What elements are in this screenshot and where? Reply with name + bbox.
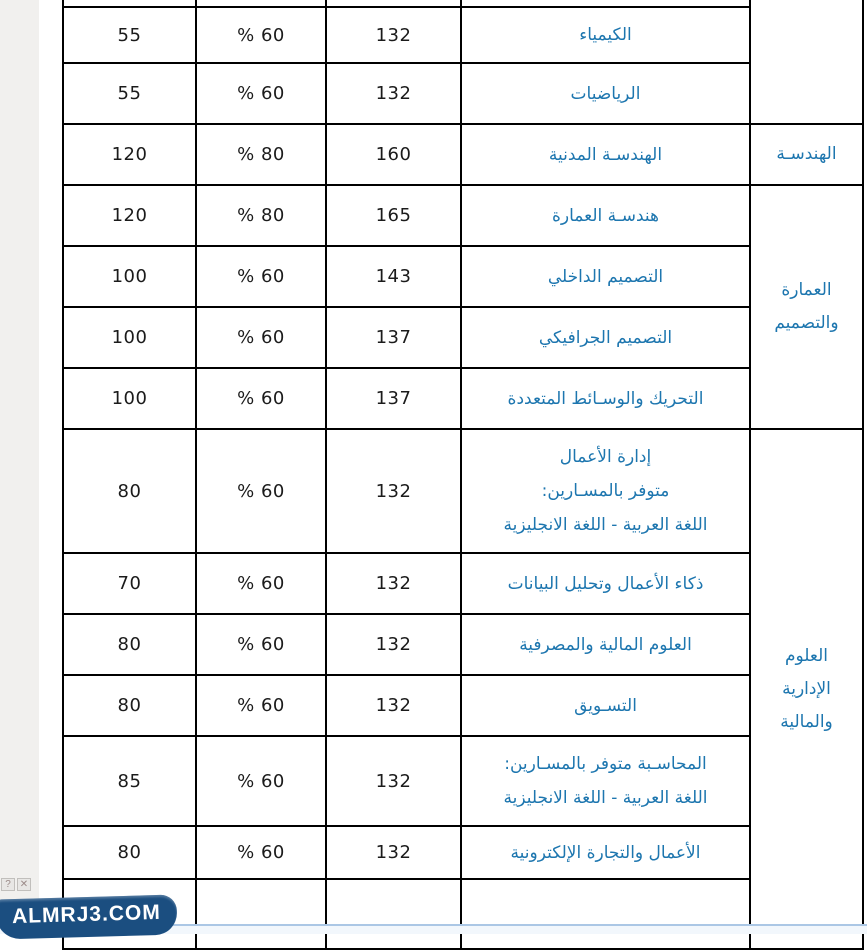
major-name-line: إدارة الأعمال xyxy=(559,447,652,467)
percent-cell: % 60 xyxy=(196,826,326,879)
category-label-line: العلوم xyxy=(784,645,829,666)
major-cell xyxy=(461,675,750,736)
category-label-line: الإدارية xyxy=(782,678,831,699)
table-row xyxy=(63,124,863,185)
score-cell: 160 xyxy=(326,124,461,185)
percent-cell: % 60 xyxy=(196,246,326,307)
table-row xyxy=(63,7,863,63)
score-cell: 143 xyxy=(326,246,461,307)
percent-cell: % 60 xyxy=(196,553,326,614)
capacity-cell: 85 xyxy=(63,736,196,826)
table-row xyxy=(63,368,863,429)
major-name-line: التصميم الداخلي xyxy=(547,266,664,287)
major-name-line: الهندسـة المدنية xyxy=(548,144,663,165)
score-cell: 165 xyxy=(326,185,461,246)
table-row xyxy=(63,63,863,124)
score-cell: 132 xyxy=(326,553,461,614)
major-name-line: ذكاء الأعمال وتحليل البيانات xyxy=(507,573,704,594)
major-name-line: الأعمال والتجارة الإلكترونية xyxy=(510,842,701,863)
major-cell xyxy=(461,368,750,429)
table-row xyxy=(63,307,863,368)
major-name-line: التصميم الجرافيكي xyxy=(538,327,673,348)
score-cell: 132 xyxy=(326,7,461,63)
major-name-line: متوفر بالمسـارين: xyxy=(541,481,670,501)
capacity-cell: 120 xyxy=(63,185,196,246)
capacity-cell: 55 xyxy=(63,7,196,63)
capacity-cell: 55 xyxy=(63,63,196,124)
major-name-line: اللغة العربية - اللغة الانجليزية xyxy=(503,515,708,535)
major-cell xyxy=(461,185,750,246)
ad-close-button[interactable]: ✕ xyxy=(17,878,31,891)
major-name-line: اللغة العربية - اللغة الانجليزية xyxy=(503,788,708,808)
major-cell xyxy=(461,614,750,675)
score-cell: 132 xyxy=(326,736,461,826)
percent-cell: % 60 xyxy=(196,736,326,826)
percent-cell: % 60 xyxy=(196,63,326,124)
score-cell: 137 xyxy=(326,307,461,368)
capacity-cell: 70 xyxy=(63,553,196,614)
table-row xyxy=(63,614,863,675)
major-cell xyxy=(461,246,750,307)
almrj3-watermark-badge[interactable] xyxy=(0,894,178,939)
percent-cell: % 60 xyxy=(196,7,326,63)
score-cell xyxy=(326,0,461,7)
score-cell: 132 xyxy=(326,675,461,736)
major-cell xyxy=(461,553,750,614)
percent-cell: % 60 xyxy=(196,614,326,675)
ad-controls xyxy=(1,878,31,891)
score-cell: 132 xyxy=(326,614,461,675)
category-cell xyxy=(750,429,863,949)
capacity-cell: 100 xyxy=(63,368,196,429)
major-name-line: التسـويق xyxy=(574,695,637,716)
major-cell xyxy=(461,7,750,63)
table-row xyxy=(63,429,863,553)
major-cell xyxy=(461,63,750,124)
percent-cell: % 60 xyxy=(196,429,326,553)
major-cell xyxy=(461,124,750,185)
capacity-cell: 80 xyxy=(63,614,196,675)
major-cell xyxy=(461,0,750,7)
major-name-line: هندسـة العمارة xyxy=(552,205,659,226)
category-cell xyxy=(750,185,863,429)
score-cell: 132 xyxy=(326,826,461,879)
category-cell xyxy=(750,0,863,124)
capacity-cell: 80 xyxy=(63,675,196,736)
table-row-partial-top xyxy=(63,0,863,7)
capacity-cell: 100 xyxy=(63,307,196,368)
percent-cell: % 80 xyxy=(196,185,326,246)
table-row-partial-bottom xyxy=(63,879,863,949)
score-cell xyxy=(326,879,461,949)
score-cell: 137 xyxy=(326,368,461,429)
major-name-line: العلوم المالية والمصرفية xyxy=(519,634,692,655)
score-cell: 132 xyxy=(326,429,461,553)
table-row xyxy=(63,826,863,879)
capacity-cell: 100 xyxy=(63,246,196,307)
major-name-line: المحاسـبة متوفر بالمسـارين: xyxy=(504,754,707,774)
admission-requirements-table xyxy=(62,0,864,950)
table-row xyxy=(63,185,863,246)
capacity-cell: 80 xyxy=(63,826,196,879)
capacity-cell xyxy=(63,0,196,7)
capacity-cell: 120 xyxy=(63,124,196,185)
percent-cell xyxy=(196,879,326,949)
category-label-line: الهندسـة xyxy=(776,144,837,164)
table-row xyxy=(63,246,863,307)
major-cell xyxy=(461,736,750,826)
category-label-line: والتصميم xyxy=(774,313,839,333)
score-cell: 132 xyxy=(326,63,461,124)
percent-cell xyxy=(196,0,326,7)
major-cell xyxy=(461,429,750,553)
capacity-cell: 80 xyxy=(63,429,196,553)
major-cell xyxy=(461,307,750,368)
category-cell xyxy=(750,124,863,185)
page-left-margin xyxy=(0,0,39,931)
percent-cell: % 60 xyxy=(196,307,326,368)
table-row xyxy=(63,553,863,614)
watermark-text: ALMRJ3.COM xyxy=(11,900,162,929)
category-label-line: العمارة xyxy=(781,280,832,300)
percent-cell: % 80 xyxy=(196,124,326,185)
percent-cell: % 60 xyxy=(196,675,326,736)
major-cell xyxy=(461,879,750,949)
ad-info-button[interactable]: ? xyxy=(1,878,15,891)
percent-cell: % 60 xyxy=(196,368,326,429)
table-row xyxy=(63,736,863,826)
major-name-line: الكيمياء xyxy=(579,25,632,45)
table-row xyxy=(63,675,863,736)
category-label-line: والمالية xyxy=(780,711,833,732)
major-name-line: الرياضيات xyxy=(570,83,641,104)
major-name-line: التحريك والوسـائط المتعددة xyxy=(507,388,704,409)
major-cell xyxy=(461,826,750,879)
